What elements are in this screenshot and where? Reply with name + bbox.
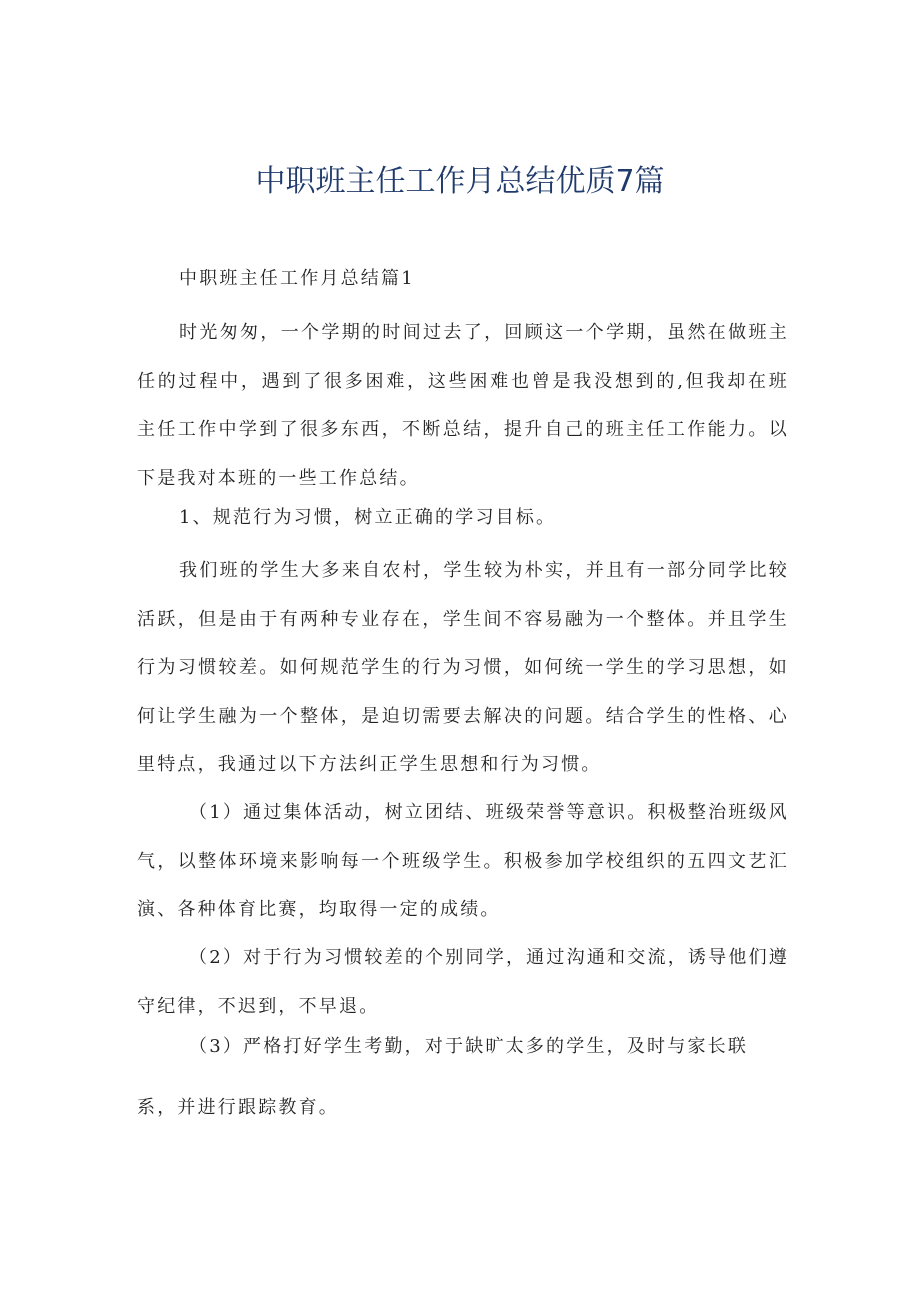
section-heading: 中职班主任工作月总结篇1 <box>179 268 415 289</box>
sub-point-2 <box>137 934 789 1031</box>
sub-point-3-line-2 <box>137 1093 789 1123</box>
point-1-text: 1、规范行为习惯，树立正确的学习目标。 <box>179 507 557 528</box>
sub-point-1 <box>137 789 789 935</box>
sub-point-3-line-1 <box>137 1032 789 1062</box>
sub-point-2-text: （2）对于行为习惯较差的个别同学，通过沟通和交流，诱导他们遵守纪律，不迟到，不早退。 <box>137 947 789 1017</box>
document-title: 中职班主任工作月总结优质7篇 <box>255 164 665 199</box>
point-1-body-text: 我们班的学生大多来自农村，学生较为朴实，并且有一部分同学比较活跃，但是由于有两种专业存在，学生间不容易融为一个整体。并且学生行为习惯较差。如何规范学生的行为习惯，如何统一学生的学习思想，如何让学生融为一个整体，是迫切需要去解决的问题。结合学生的性格、心里特点，我通过以下方法纠正学生思想和行为习惯。 <box>137 560 789 775</box>
sub-point-1-text: （1）通过集体活动，树立团结、班级荣誉等意识。积极整治班级风气，以整体环境来影响每一个班级学生。积极参加学校组织的五四文艺汇演、各种体育比赛，均取得一定的成绩。 <box>137 802 789 920</box>
intro-paragraph <box>137 309 789 503</box>
intro-text: 时光匆匆，一个学期的时间过去了，回顾这一个学期，虽然在做班主任的过程中，遇到了很多困难，这些困难也曾是我没想到的,但我却在班主任工作中学到了很多东西，不断总结，提升自己的班主任工作能力。以下是我对本班的一些工作总结。 <box>137 322 789 489</box>
point-1-body <box>137 547 789 790</box>
sub-point-3-text-1: （3）严格打好学生考勤，对于缺旷太多的学生，及时与家长联 <box>189 1036 749 1057</box>
point-1-heading <box>137 503 789 533</box>
sub-point-3-text-2: 系，并进行跟踪教育。 <box>137 1097 339 1118</box>
